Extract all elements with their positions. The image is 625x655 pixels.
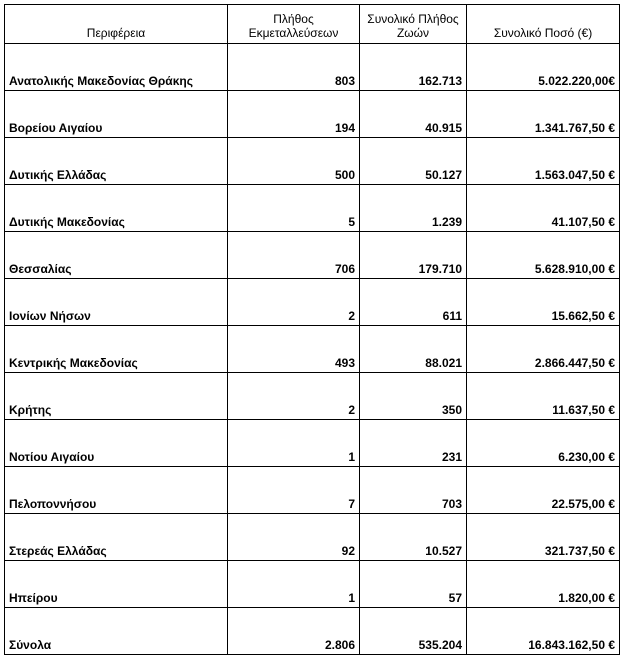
amount-cell: 321.737,50 € (467, 514, 620, 561)
amount-cell: 15.662,50 € (467, 279, 620, 326)
amount-cell: 22.575,00 € (467, 467, 620, 514)
subsidy-table (4, 4, 620, 655)
header-animals: Συνολικό Πλήθος Ζωών (360, 5, 467, 44)
holdings-cell: 493 (228, 326, 360, 373)
table-body (5, 44, 620, 655)
table-row (5, 561, 620, 608)
amount-cell: 1.563.047,50 € (467, 138, 620, 185)
holdings-cell: 706 (228, 232, 360, 279)
animals-cell: 1.239 (360, 185, 467, 232)
region-cell: Στερεάς Ελλάδας (5, 514, 228, 561)
animals-cell: 162.713 (360, 44, 467, 91)
animals-cell: 10.527 (360, 514, 467, 561)
table-row (5, 373, 620, 420)
total-animals: 535.204 (360, 608, 467, 655)
table-row (5, 279, 620, 326)
amount-cell: 11.637,50 € (467, 373, 620, 420)
animals-cell: 40.915 (360, 91, 467, 138)
animals-cell: 611 (360, 279, 467, 326)
table-row (5, 44, 620, 91)
amount-cell: 41.107,50 € (467, 185, 620, 232)
totals-row (5, 608, 620, 655)
animals-cell: 179.710 (360, 232, 467, 279)
amount-cell: 5.022.220,00€ (467, 44, 620, 91)
holdings-cell: 500 (228, 138, 360, 185)
region-cell: Δυτικής Ελλάδας (5, 138, 228, 185)
table-row (5, 420, 620, 467)
animals-cell: 703 (360, 467, 467, 514)
header-amount: Συνολικό Ποσό (€) (467, 5, 620, 44)
table-row (5, 91, 620, 138)
region-cell: Θεσσαλίας (5, 232, 228, 279)
header-holdings: Πλήθος Εκμεταλλεύσεων (228, 5, 360, 44)
table-row (5, 232, 620, 279)
region-cell: Πελοποννήσου (5, 467, 228, 514)
holdings-cell: 1 (228, 420, 360, 467)
holdings-cell: 1 (228, 561, 360, 608)
totals-label: Σύνολα (5, 608, 228, 655)
holdings-cell: 5 (228, 185, 360, 232)
amount-cell: 2.866.447,50 € (467, 326, 620, 373)
amount-cell: 1.820,00 € (467, 561, 620, 608)
total-holdings: 2.806 (228, 608, 360, 655)
holdings-cell: 7 (228, 467, 360, 514)
header-region: Περιφέρεια (5, 5, 228, 44)
table-row (5, 326, 620, 373)
table-header (5, 5, 620, 44)
table-row (5, 138, 620, 185)
table-row (5, 185, 620, 232)
holdings-cell: 92 (228, 514, 360, 561)
region-cell: Βορείου Αιγαίου (5, 91, 228, 138)
amount-cell: 1.341.767,50 € (467, 91, 620, 138)
region-cell: Νοτίου Αιγαίου (5, 420, 228, 467)
region-cell: Ηπείρου (5, 561, 228, 608)
holdings-cell: 2 (228, 279, 360, 326)
table-row (5, 514, 620, 561)
animals-cell: 88.021 (360, 326, 467, 373)
table-row (5, 467, 620, 514)
total-amount: 16.843.162,50 € (467, 608, 620, 655)
animals-cell: 231 (360, 420, 467, 467)
region-cell: Ανατολικής Μακεδονίας Θράκης (5, 44, 228, 91)
holdings-cell: 194 (228, 91, 360, 138)
animals-cell: 50.127 (360, 138, 467, 185)
amount-cell: 6.230,00 € (467, 420, 620, 467)
header-row (5, 5, 620, 44)
amount-cell: 5.628.910,00 € (467, 232, 620, 279)
region-cell: Κρήτης (5, 373, 228, 420)
region-cell: Κεντρικής Μακεδονίας (5, 326, 228, 373)
holdings-cell: 803 (228, 44, 360, 91)
holdings-cell: 2 (228, 373, 360, 420)
animals-cell: 350 (360, 373, 467, 420)
region-cell: Δυτικής Μακεδονίας (5, 185, 228, 232)
region-cell: Ιονίων Νήσων (5, 279, 228, 326)
animals-cell: 57 (360, 561, 467, 608)
